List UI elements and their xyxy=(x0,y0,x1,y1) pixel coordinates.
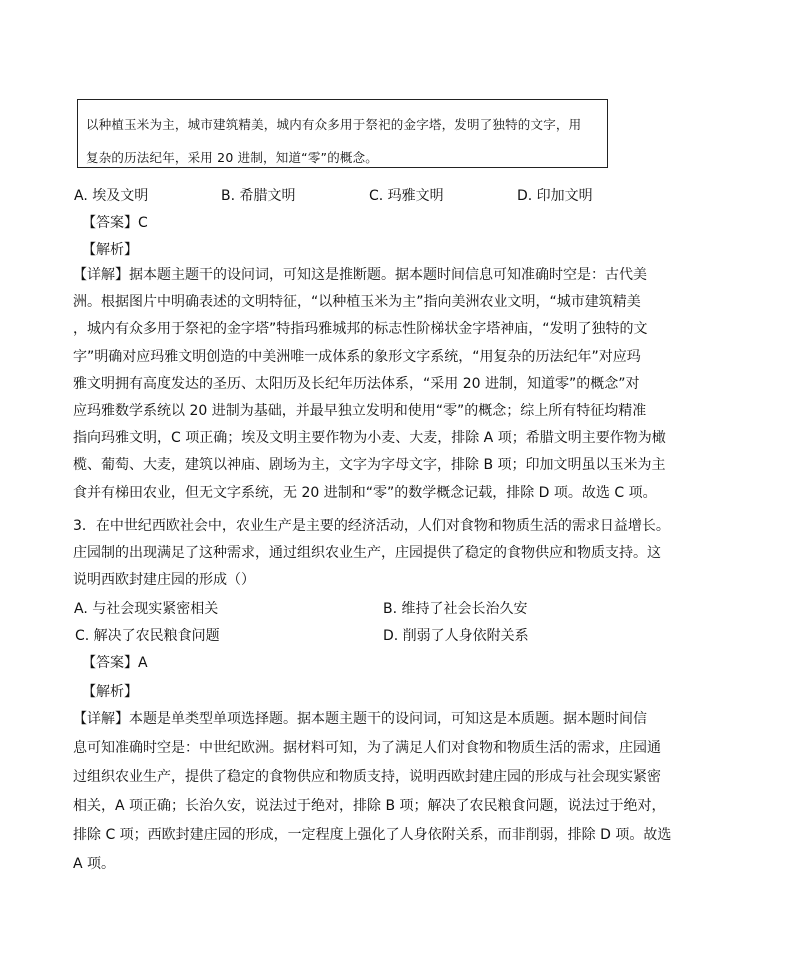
q2-option-d: D. 印加文明 xyxy=(517,188,593,204)
detail-line: 【详解】据本题主题干的设问词，可知这是推断题。据本题时间信息可知准确时空是：古代美 xyxy=(73,267,647,283)
q2-answer: 【答案】C xyxy=(82,215,148,231)
material-line: 以种植玉米为主，城市建筑精美，城内有众多用于祭祀的金字塔，发明了独特的文字，用 xyxy=(86,117,582,132)
q3-option-b: B. 维持了社会长治久安 xyxy=(383,601,528,617)
q3-answer: 【答案】A xyxy=(82,655,148,671)
q3-options-row-1 xyxy=(74,598,634,620)
q2-options xyxy=(74,185,634,207)
q2-option-a: A. 埃及文明 xyxy=(74,188,149,204)
q2-detail xyxy=(73,262,723,507)
detail-line: 洲。根据图片中明确表述的文明特征，“以种植玉米为主”指向美洲农业文明，“城市建筑精美 xyxy=(73,294,641,311)
detail-line: 食并有梯田农业，但无文字系统，无 20 进制和“零”的数学概念记载，排除 D 项。故选 C 项。 xyxy=(73,484,657,501)
stem-line: 说明西欧封建庄园的形成（） xyxy=(73,572,255,589)
q3-detail xyxy=(73,705,723,879)
detail-line: 榄、葡萄、大麦，建筑以神庙、剧场为主，文字为字母文字，排除 B 项；印加文明虽以玉米为主 xyxy=(73,457,666,474)
detail-line: 指向玛雅文明，C 项正确；埃及文明主要作物为小麦、大麦，排除 A 项；希腊文明主要作物为橄 xyxy=(73,430,666,447)
q3-options-row-2 xyxy=(74,625,634,647)
q3-stem xyxy=(73,513,723,595)
q3-option-c: C. 解决了农民粮食问题 xyxy=(75,628,220,644)
detail-line: A 项。 xyxy=(73,856,116,872)
detail-line: 【详解】本题是单类型单项选择题。据本题主题干的设问词，可知这是本质题。据本题时间信 xyxy=(73,711,647,727)
detail-line: ，城内有众多用于祭祀的金字塔”特指玛雅城邦的标志性阶梯状金字塔神庙，“发明了独特的文 xyxy=(73,321,648,338)
stem-line: 庄园制的出现满足了这种需求，通过组织农业生产，庄园提供了稳定的食物供应和物质支持。这 xyxy=(73,545,661,562)
material-box xyxy=(77,99,608,168)
stem-line: 3．在中世纪西欧社会中，农业生产是主要的经济活动，人们对食物和物质生活的需求日益增长。 xyxy=(73,518,670,534)
detail-line: 息可知准确时空是：中世纪欧洲。据材料可知，为了满足人们对食物和物质生活的需求，庄园通 xyxy=(73,740,661,756)
detail-line: 字”明确对应玛雅文明创造的中美洲唯一成体系的象形文字系统，“用复杂的历法纪年”对应玛 xyxy=(73,348,641,365)
detail-line: 雅文明拥有高度发达的圣历、太阳历及长纪年历法体系，“采用 20 进制，知道零”的概念”对 xyxy=(73,375,640,392)
q2-option-c: C. 玛雅文明 xyxy=(369,188,444,204)
q3-analysis-label: 【解析】 xyxy=(82,684,138,700)
detail-line: 过组织农业生产，提供了稳定的食物供应和物质支持，说明西欧封建庄园的形成与社会现实紧密 xyxy=(73,769,661,785)
q3-option-d: D. 削弱了人身依附关系 xyxy=(383,628,529,644)
q2-option-b: B. 希腊文明 xyxy=(221,188,296,204)
material-line: 复杂的历法纪年，采用 20 进制，知道“零”的概念。 xyxy=(86,150,379,165)
detail-line: 应玛雅数学系统以 20 进制为基础，并最早独立发明和使用“零”的概念；综上所有特征均精准 xyxy=(73,402,647,419)
detail-line: 相关，A 项正确；长治久安，说法过于绝对，排除 B 项；解决了农民粮食问题，说法过于绝对， xyxy=(73,798,666,814)
q3-option-a: A. 与社会现实紧密相关 xyxy=(74,601,219,617)
q2-analysis-label: 【解析】 xyxy=(82,242,138,258)
detail-line: 排除 C 项；西欧封建庄园的形成，一定程度上强化了人身依附关系，而非削弱，排除 D 项。故选 xyxy=(73,827,672,843)
